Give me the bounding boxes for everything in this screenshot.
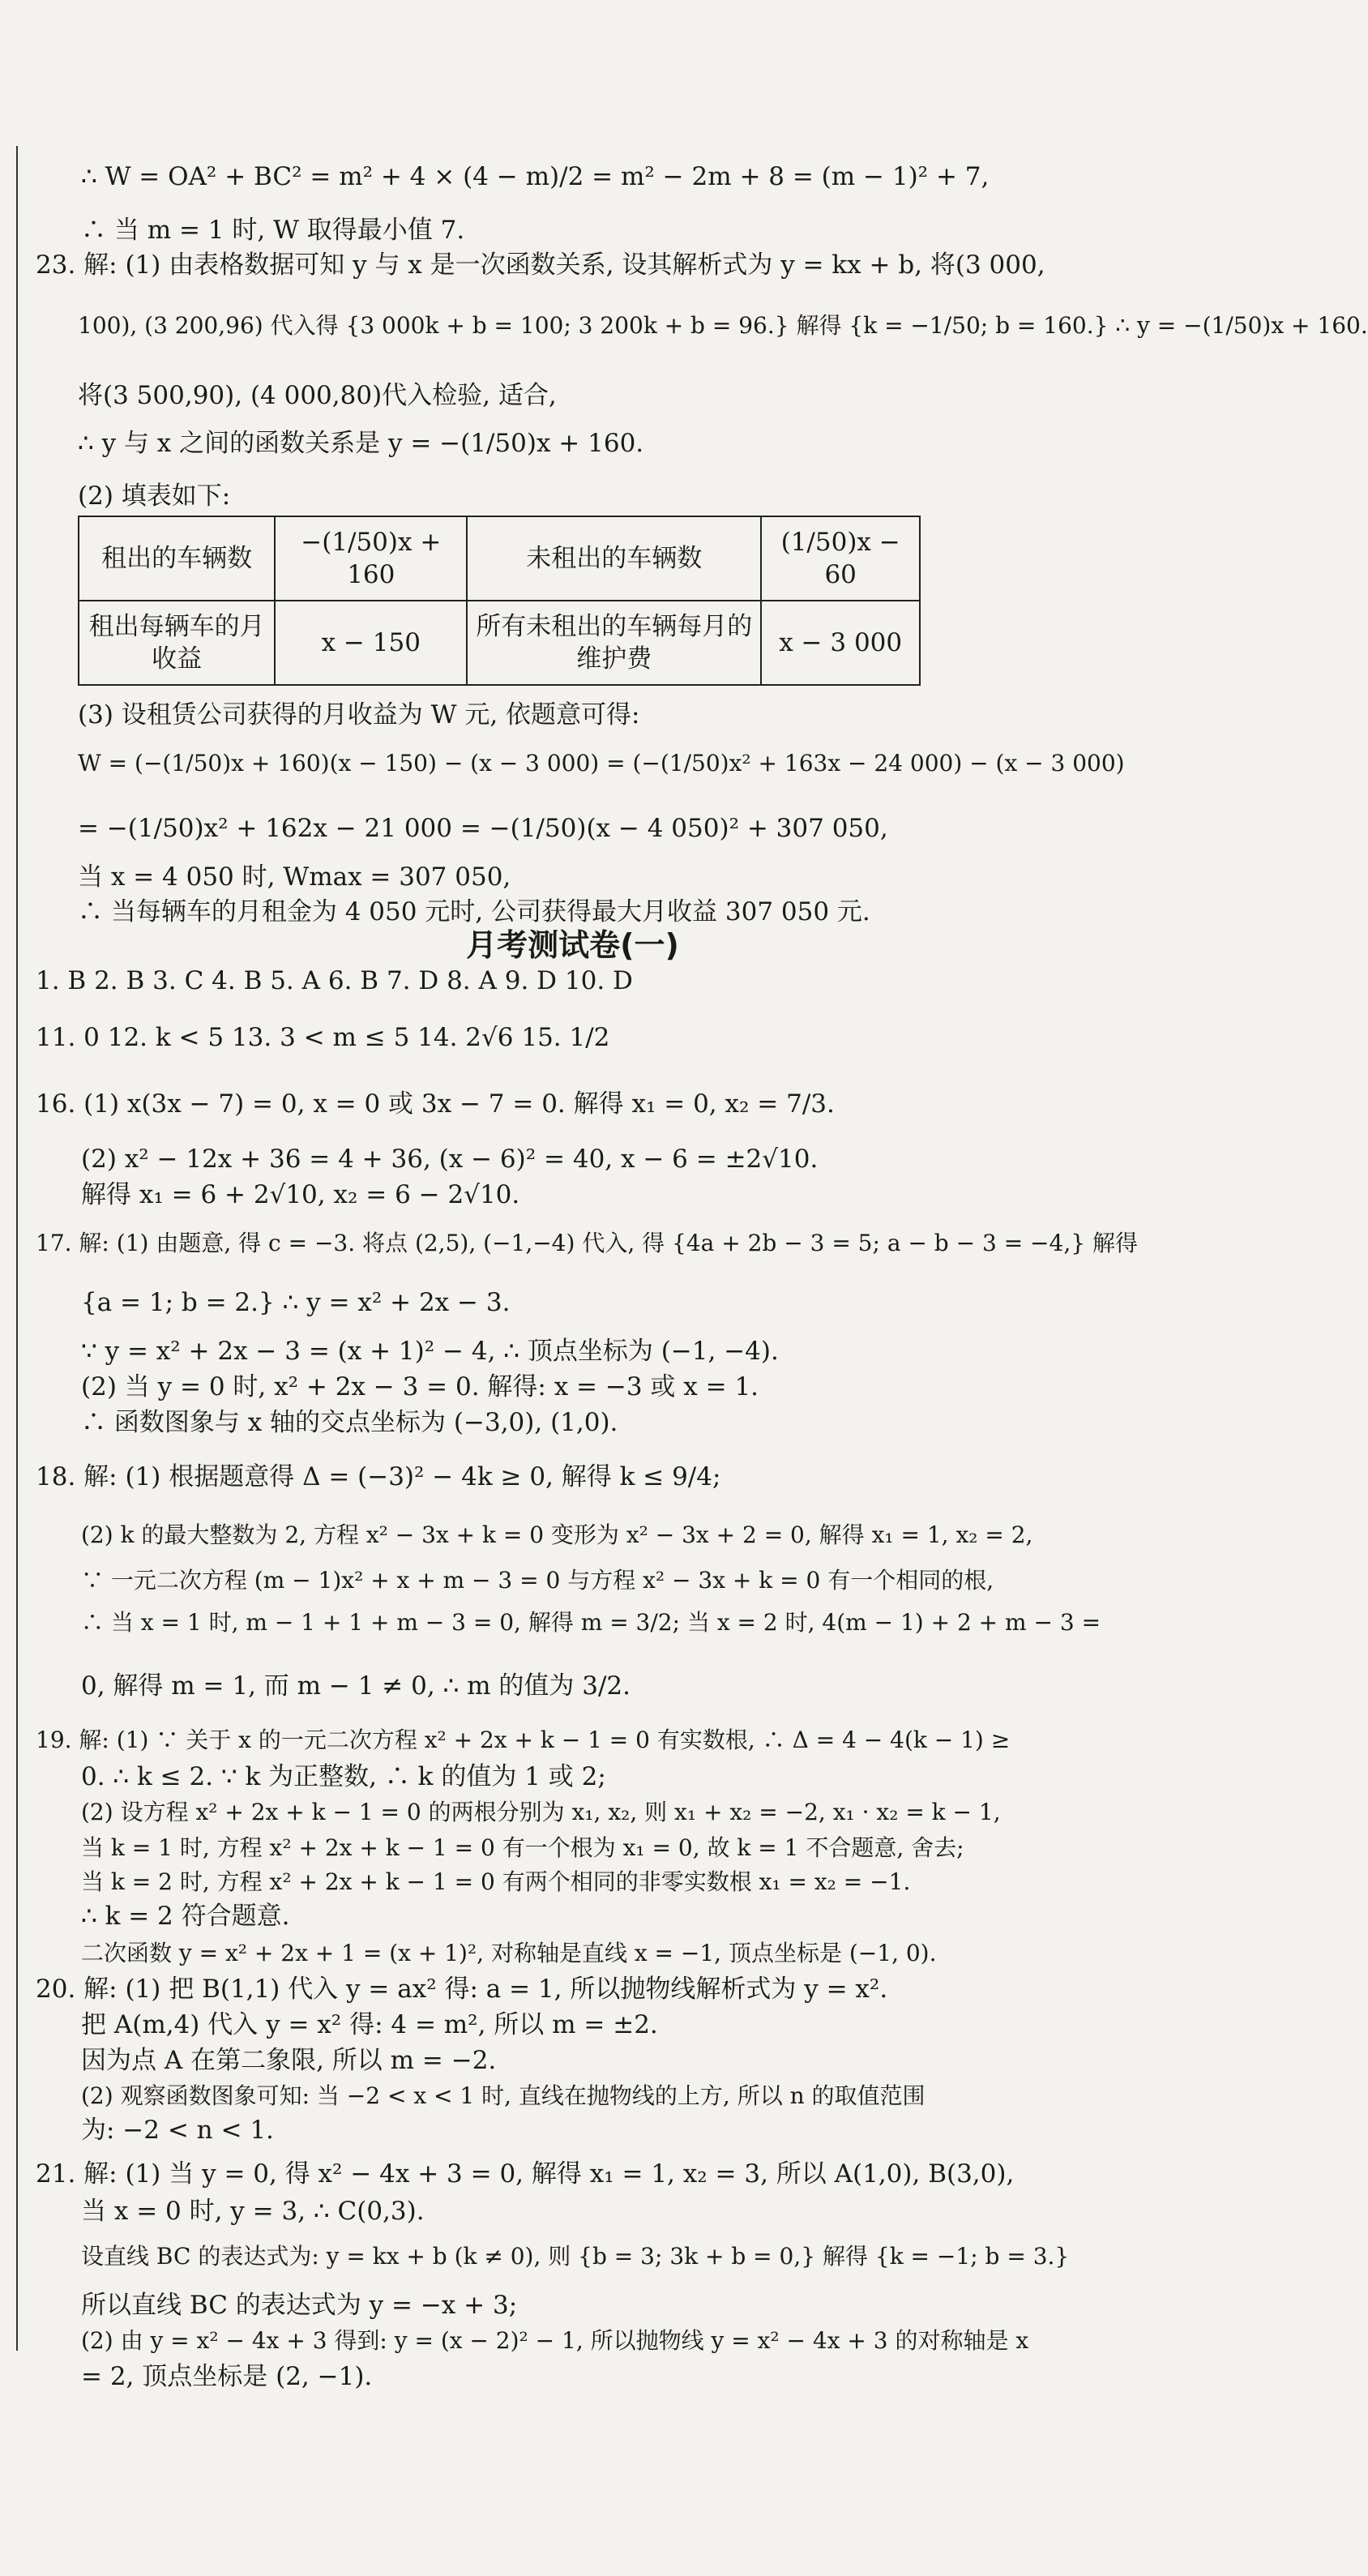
table-cell: x − 150 — [275, 601, 467, 685]
text-line: (3) 设租赁公司获得的月收益为 W 元, 依题意可得: — [78, 700, 640, 730]
text-line: ∴ W = OA² + BC² = m² + 4 × (4 − m)/2 = m² − 2m + 8 = (m − 1)² + 7, — [81, 162, 990, 191]
fill-in-table — [78, 516, 921, 686]
text-line: 为: −2 < n < 1. — [81, 2116, 274, 2145]
text-line: 当 x = 0 时, y = 3, ∴ C(0,3). — [81, 2197, 425, 2226]
table-cell: x − 3 000 — [761, 601, 920, 685]
text-line: W = (−(1/50)x + 160)(x − 150) − (x − 3 000) = (−(1/50)x² + 163x − 24 000) − (x − 3 000) — [78, 750, 1125, 777]
text-line: 因为点 A 在第二象限, 所以 m = −2. — [81, 2046, 497, 2075]
table-cell: 所有未租出的车辆每月的维护费 — [467, 601, 761, 685]
table-row — [79, 516, 920, 601]
text-line: 所以直线 BC 的表达式为 y = −x + 3; — [81, 2291, 518, 2320]
text-line: 17. 解: (1) 由题意, 得 c = −3. 将点 (2,5), (−1,−4) 代入, 得 {4a + 2b − 3 = 5; a − b − 3 = −4,} 解得 — [36, 1230, 1138, 1256]
table-cell: 租出的车辆数 — [79, 516, 275, 601]
text-line: 1. B 2. B 3. C 4. B 5. A 6. B 7. D 8. A 9. D 10. D — [36, 966, 633, 995]
text-line: ∴ y 与 x 之间的函数关系是 y = −(1/50)x + 160. — [78, 429, 644, 458]
table-row — [79, 601, 920, 685]
table-cell: 未租出的车辆数 — [467, 516, 761, 601]
table-cell: −(1/50)x + 160 — [275, 516, 467, 601]
text-line: {a = 1; b = 2.} ∴ y = x² + 2x − 3. — [81, 1288, 511, 1317]
text-line: 18. 解: (1) 根据题意得 Δ = (−3)² − 4k ≥ 0, 解得 k ≤ 9/4; — [36, 1462, 721, 1491]
text-line: 当 k = 1 时, 方程 x² + 2x + k − 1 = 0 有一个根为 x₁ = 0, 故 k = 1 不合题意, 舍去; — [81, 1834, 964, 1861]
text-line: ∵ 一元二次方程 (m − 1)x² + x + m − 3 = 0 与方程 x² − 3x + k = 0 有一个相同的根, — [81, 1567, 994, 1594]
text-line: ∴ 函数图象与 x 轴的交点坐标为 (−3,0), (1,0). — [81, 1408, 618, 1437]
text-line: (2) 当 y = 0 时, x² + 2x − 3 = 0. 解得: x = −3 或 x = 1. — [81, 1372, 759, 1401]
text-line: 二次函数 y = x² + 2x + 1 = (x + 1)², 对称轴是直线 x = −1, 顶点坐标是 (−1, 0). — [81, 1940, 937, 1966]
left-margin-rule — [16, 146, 18, 2351]
text-line: 解得 x₁ = 6 + 2√10, x₂ = 6 − 2√10. — [81, 1180, 520, 1209]
text-line: (2) 观察函数图象可知: 当 −2 < x < 1 时, 直线在抛物线的上方, 所以 n 的取值范围 — [81, 2082, 926, 2109]
text-line: 0, 解得 m = 1, 而 m − 1 ≠ 0, ∴ m 的值为 3/2. — [81, 1671, 631, 1701]
text-line: ∴ 当 m = 1 时, W 取得最小值 7. — [81, 216, 465, 245]
text-line: (2) x² − 12x + 36 = 4 + 36, (x − 6)² = 40, x − 6 = ±2√10. — [81, 1145, 819, 1174]
text-line: = 2, 顶点坐标是 (2, −1). — [81, 2362, 373, 2391]
text-line: 21. 解: (1) 当 y = 0, 得 x² − 4x + 3 = 0, 解得 x₁ = 1, x₂ = 3, 所以 A(1,0), B(3,0), — [36, 2159, 1015, 2189]
text-line: = −(1/50)x² + 162x − 21 000 = −(1/50)(x − 4 050)² + 307 050, — [78, 814, 888, 843]
text-line: ∴ k = 2 符合题意. — [81, 1902, 290, 1931]
text-line: 0. ∴ k ≤ 2. ∵ k 为正整数, ∴ k 的值为 1 或 2; — [81, 1762, 606, 1791]
text-line: ∴ 当 x = 1 时, m − 1 + 1 + m − 3 = 0, 解得 m = 3/2; 当 x = 2 时, 4(m − 1) + 2 + m − 3 = — [81, 1609, 1101, 1636]
text-line: (2) 填表如下: — [78, 481, 231, 511]
text-line: (2) 设方程 x² + 2x + k − 1 = 0 的两根分别为 x₁, x₂, 则 x₁ + x₂ = −2, x₁ · x₂ = k − 1, — [81, 1799, 1001, 1825]
text-line: ∴ 当每辆车的月租金为 4 050 元时, 公司获得最大月收益 307 050 元. — [78, 897, 870, 926]
table-cell: 租出每辆车的月收益 — [79, 601, 275, 685]
text-line: 把 A(m,4) 代入 y = x² 得: 4 = m², 所以 m = ±2. — [81, 2010, 658, 2039]
text-line: 当 k = 2 时, 方程 x² + 2x + k − 1 = 0 有两个相同的非零实数根 x₁ = x₂ = −1. — [81, 1868, 911, 1895]
section-heading: 月考测试卷(一) — [466, 927, 679, 963]
text-line: (2) 由 y = x² − 4x + 3 得到: y = (x − 2)² − 1, 所以抛物线 y = x² − 4x + 3 的对称轴是 x — [81, 2327, 1029, 2354]
text-line: 设直线 BC 的表达式为: y = kx + b (k ≠ 0), 则 {b = 3; 3k + b = 0,} 解得 {k = −1; b = 3.} — [81, 2243, 1070, 2270]
text-line: 将(3 500,90), (4 000,80)代入检验, 适合, — [78, 381, 557, 410]
text-line: 100), (3 200,96) 代入得 {3 000k + b = 100; 3 200k + b = 96.} 解得 {k = −1/50; b = 160.} ∴ y = −(1/50)x + 160. — [78, 312, 1368, 339]
text-line: ∵ y = x² + 2x − 3 = (x + 1)² − 4, ∴ 顶点坐标为 (−1, −4). — [81, 1337, 779, 1366]
text-line: 16. (1) x(3x − 7) = 0, x = 0 或 3x − 7 = 0. 解得 x₁ = 0, x₂ = 7/3. — [36, 1089, 835, 1119]
text-line: 19. 解: (1) ∵ 关于 x 的一元二次方程 x² + 2x + k − 1 = 0 有实数根, ∴ Δ = 4 − 4(k − 1) ≥ — [36, 1727, 1011, 1753]
text-line: 11. 0 12. k < 5 13. 3 < m ≤ 5 14. 2√6 15. 1/2 — [36, 1023, 610, 1052]
table-cell: (1/50)x − 60 — [761, 516, 920, 601]
text-line: 当 x = 4 050 时, Wmax = 307 050, — [78, 862, 511, 892]
text-line: 23. 解: (1) 由表格数据可知 y 与 x 是一次函数关系, 设其解析式为 y = kx + b, 将(3 000, — [36, 250, 1045, 280]
text-line: (2) k 的最大整数为 2, 方程 x² − 3x + k = 0 变形为 x² − 3x + 2 = 0, 解得 x₁ = 1, x₂ = 2, — [81, 1521, 1033, 1548]
text-line: 20. 解: (1) 把 B(1,1) 代入 y = ax² 得: a = 1, 所以抛物线解析式为 y = x². — [36, 1975, 888, 2004]
